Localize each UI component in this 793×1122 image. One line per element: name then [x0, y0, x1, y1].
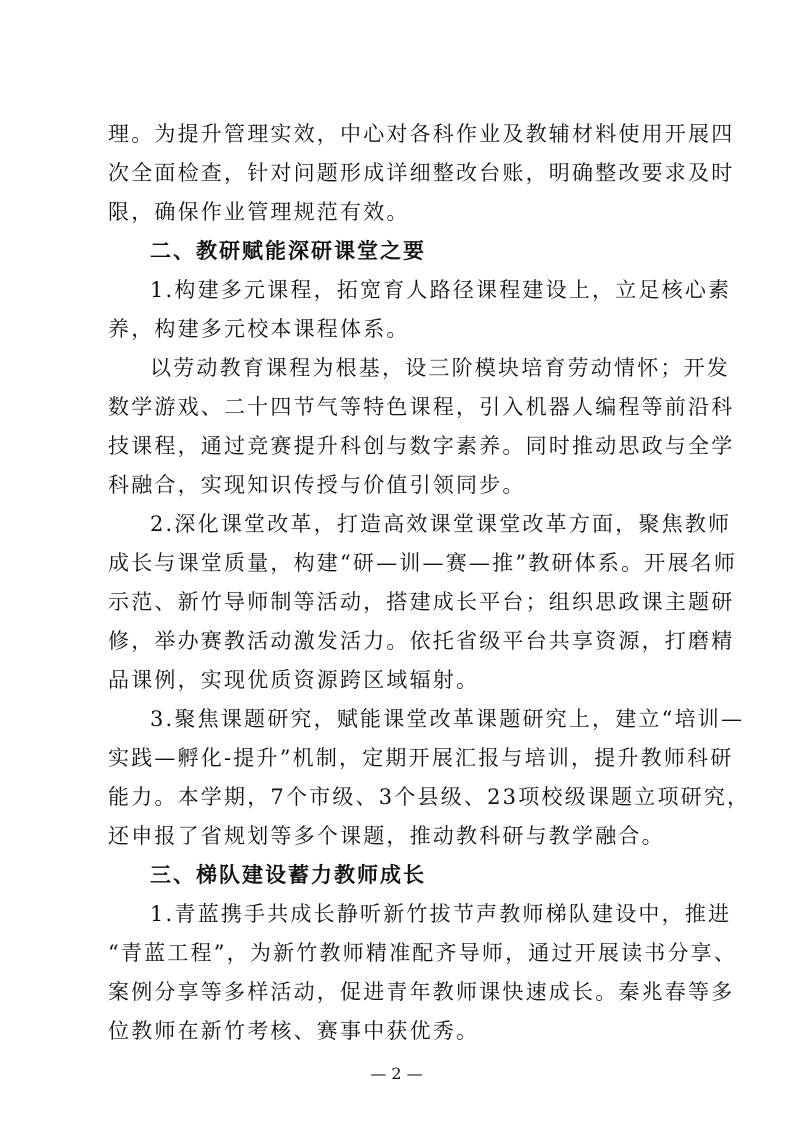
text-line: 养，构建多元校本课程体系。: [108, 317, 410, 341]
page-number: — 2 —: [370, 1064, 423, 1083]
text-line: 位教师在新竹考核、赛事中获优秀。: [108, 1019, 480, 1043]
text-line: 3.聚焦课题研究，赋能课堂改革课题研究上，建立“培训—: [150, 707, 745, 731]
text-line: 以劳动教育课程为根基，设三阶模块培育劳动情怀；开发: [150, 356, 730, 380]
text-line: 科融合，实现知识传授与价值引领同步。: [108, 473, 526, 497]
text-line: 1.构建多元课程，拓宽育人路径课程建设上，立足核心素: [150, 278, 732, 302]
text-line: 实践—孵化-提升”机制，定期开展汇报与培训，提升教师科研: [108, 746, 734, 770]
text-line: 限，确保作业管理规范有效。: [108, 200, 410, 224]
text-line: 修，举办赛教活动激发活力。依托省级平台共享资源，打磨精: [108, 629, 735, 653]
text-line: 成长与课堂质量，构建“研—训—赛—推”教研体系。开展名师: [108, 551, 738, 575]
text-line: 还申报了省规划等多个课题，推动教科研与教学融合。: [108, 824, 665, 848]
text-line: 能力。本学期，7个市级、3个县级、23项校级课题立项研究，: [108, 785, 751, 809]
text-line: 技课程，通过竞赛提升科创与数字素养。同时推动思政与全学: [108, 434, 735, 458]
text-line: 2.深化课堂改革，打造高效课堂课堂改革方面，聚焦教师: [150, 512, 732, 536]
text-line: “青蓝工程”，为新竹教师精准配齐导师，通过开展读书分享、: [108, 941, 738, 965]
text-line: 案例分享等多样活动，促进青年教师课快速成长。秦兆春等多: [108, 980, 735, 1004]
text-line: 品课例，实现优质资源跨区域辐射。: [108, 668, 480, 692]
text-line: 次全面检查，针对问题形成详细整改台账，明确整改要求及时: [108, 161, 735, 185]
section-heading-3: 三、梯队建设蓄力教师成长: [150, 863, 426, 887]
section-heading-2: 二、教研赋能深研课堂之要: [150, 239, 426, 263]
text-line: 理。为提升管理实效，中心对各科作业及教辅材料使用开展四: [108, 122, 735, 146]
text-line: 1.青蓝携手共成长静听新竹拔节声教师梯队建设中，推进: [150, 902, 732, 926]
text-line: 示范、新竹导师制等活动，搭建成长平台；组织思政课主题研: [108, 590, 735, 614]
text-line: 数学游戏、二十四节气等特色课程，引入机器人编程等前沿科: [108, 395, 735, 419]
